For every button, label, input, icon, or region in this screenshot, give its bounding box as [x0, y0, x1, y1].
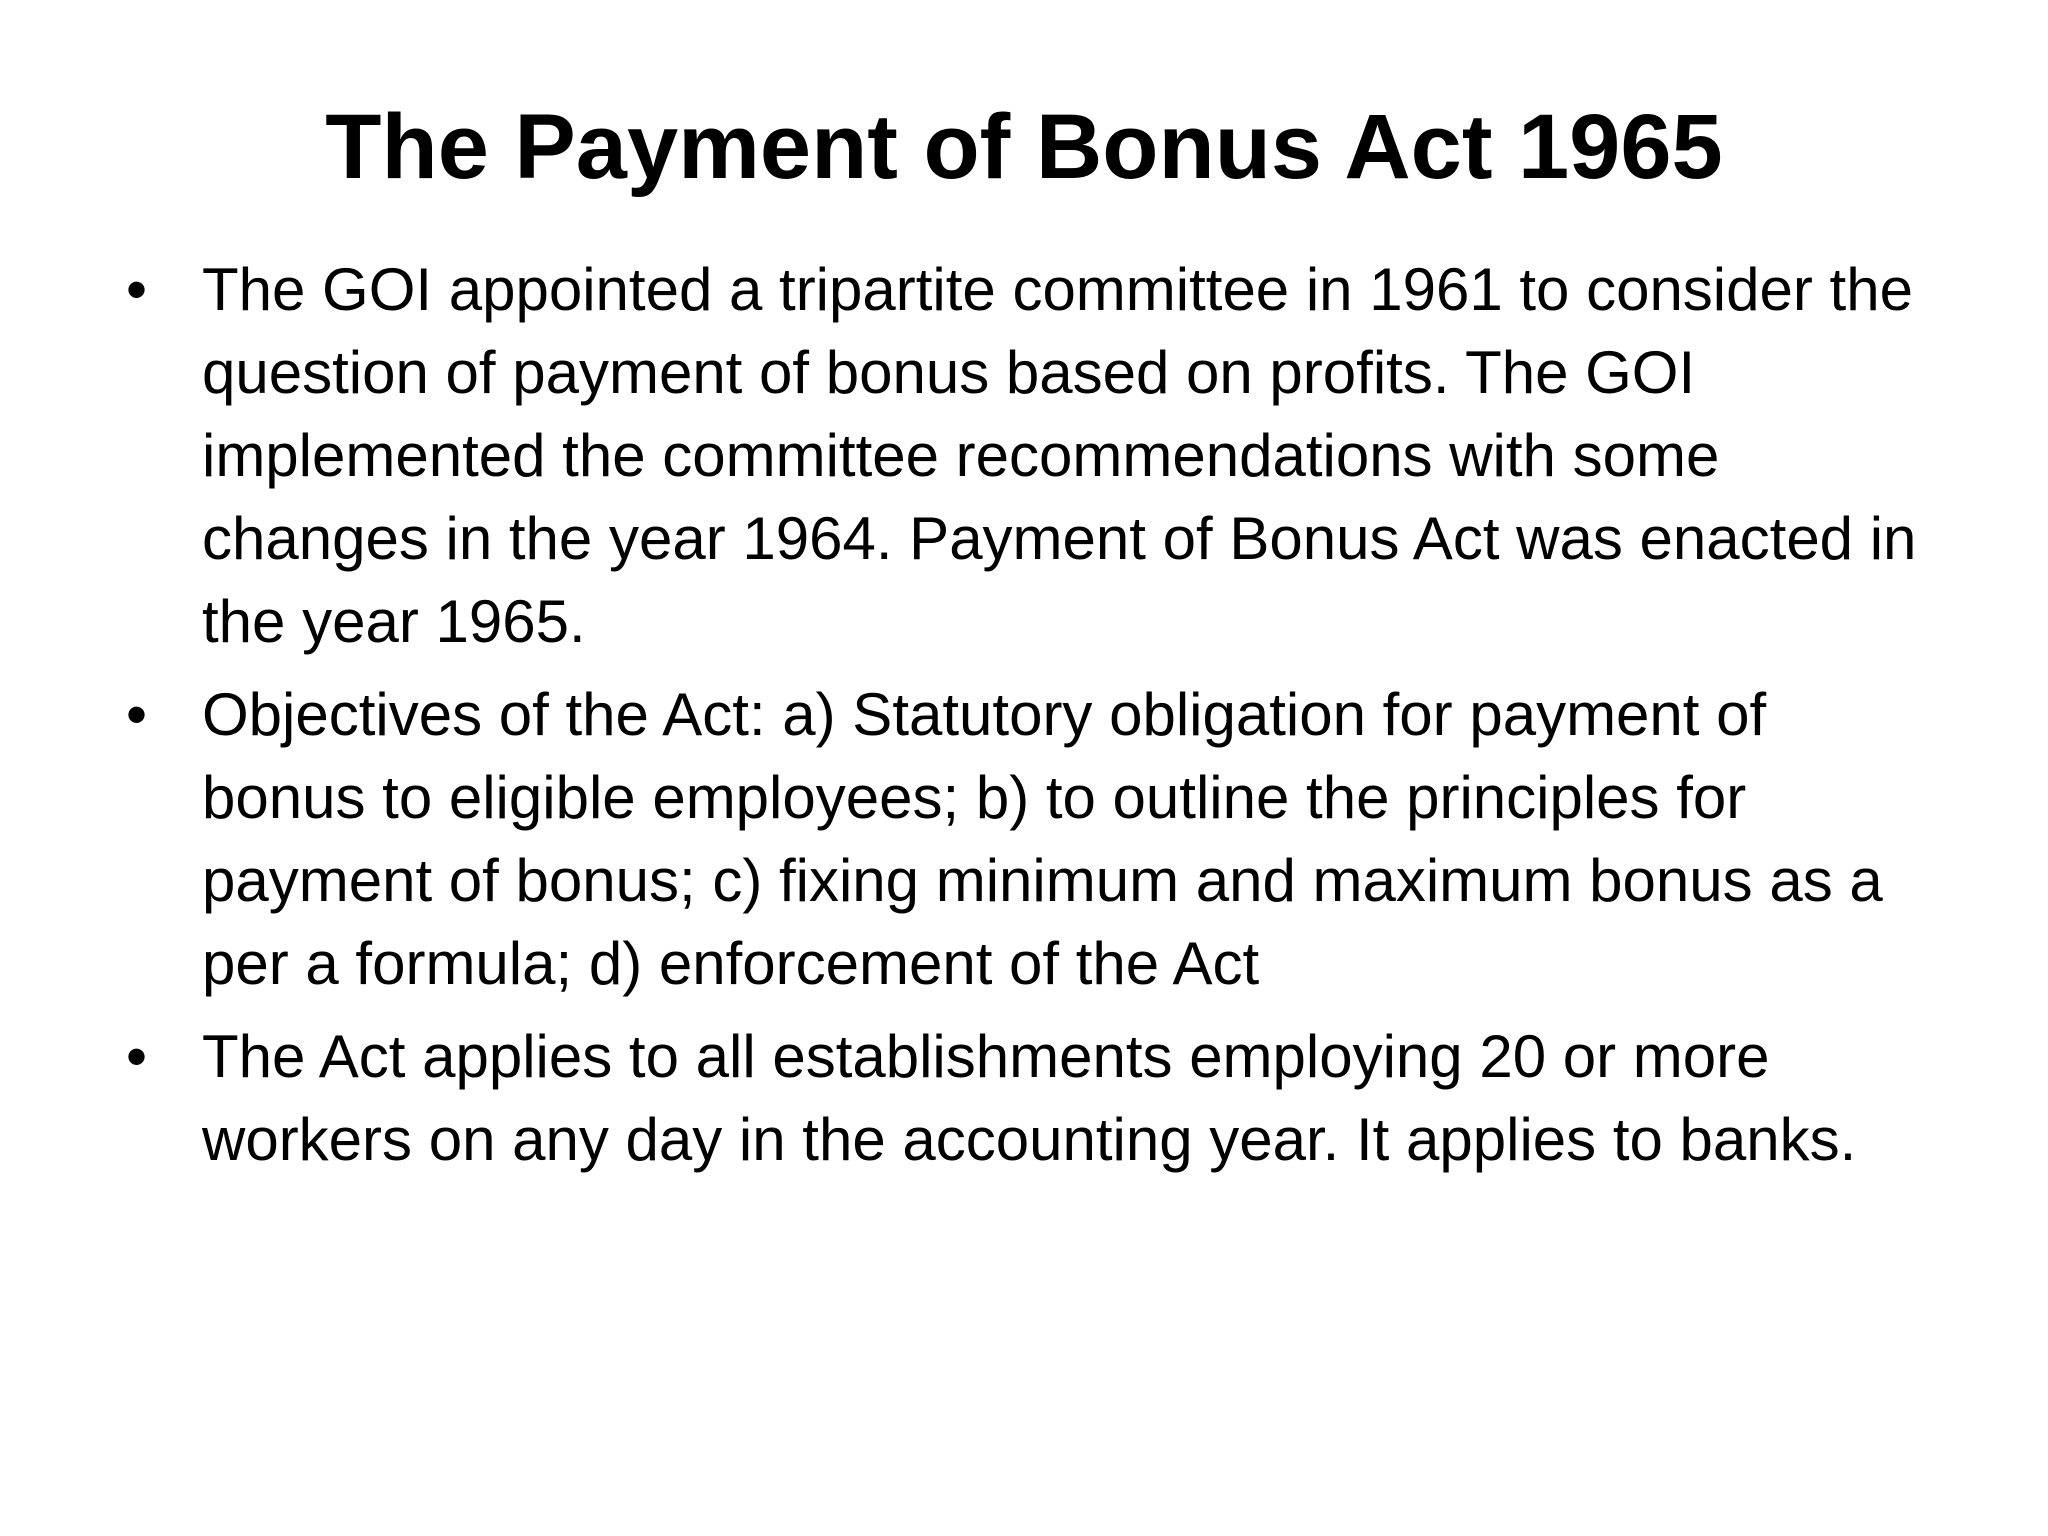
bullet-item-gov-committee	[120, 248, 1940, 663]
bullet-item-objectives	[120, 673, 1940, 1005]
bullet-text: The Act applies to all establishments employing 20 or more workers on any day in the accounting year. It applies to banks.	[202, 1023, 1857, 1173]
slide-title: The Payment of Bonus Act 1965	[325, 96, 1723, 198]
bullet-list	[120, 248, 1940, 1191]
bullet-text: The GOI appointed a tripartite committee in 1961 to consider the question of payment of bonus based on profits. The GOI implemented the committee recommendations with some changes in the year 1964. Payment of Bonus Act was enacted in the year 1965.	[202, 256, 1917, 655]
bullet-item-applicability	[120, 1015, 1940, 1181]
bullet-dot-icon: •	[126, 681, 148, 748]
bullet-dot-icon: •	[126, 1023, 148, 1090]
bullet-dot-icon: •	[126, 256, 148, 323]
bullet-text: Objectives of the Act: a) Statutory obligation for payment of bonus to eligible employees; b) to outline the principles for payment of bonus; c) fixing minimum and maximum bonus as a per a formula; d) enforcement of the Act	[202, 681, 1883, 997]
